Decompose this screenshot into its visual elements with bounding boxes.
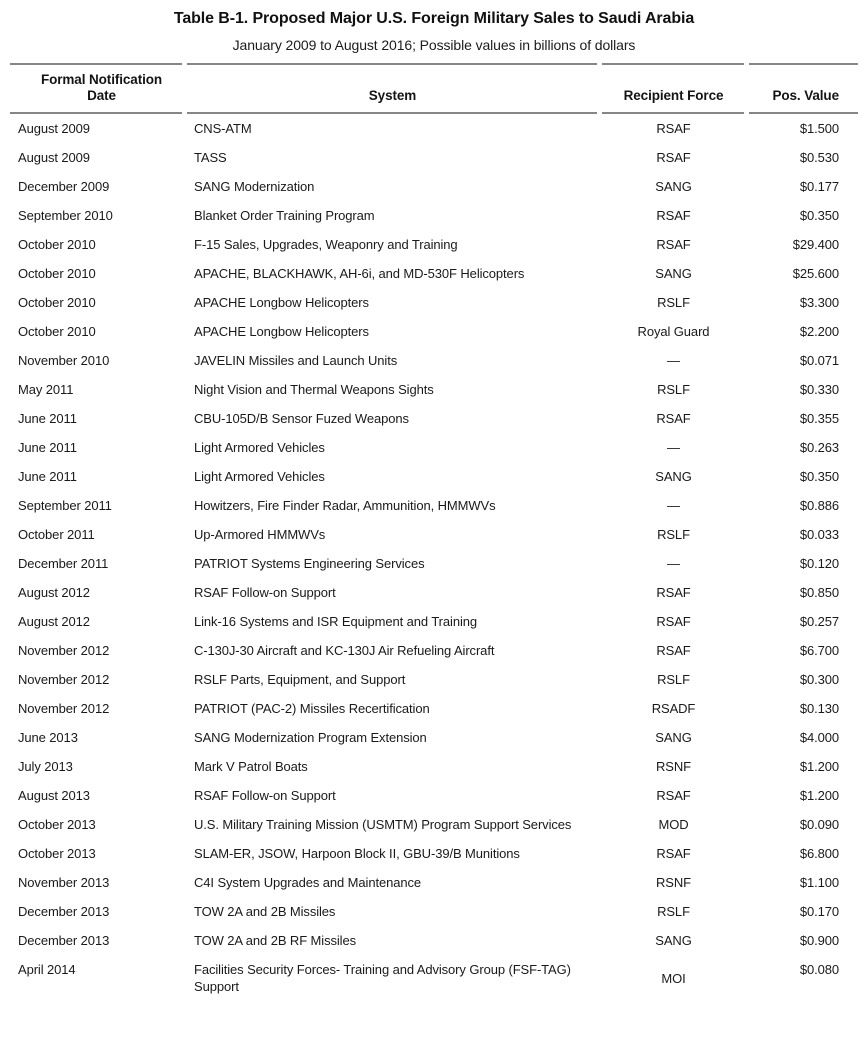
cell-notification-date: April 2014 [18,962,76,977]
cell-system: CNS-ATM [194,121,252,136]
cell-recipient-force: SANG [655,266,692,281]
table-row [10,897,858,926]
cell-notification-date: August 2012 [18,585,90,600]
cell-pos-value: $3.300 [799,295,839,310]
table-row [10,926,858,955]
cell-notification-date: October 2013 [18,846,96,861]
cell-pos-value: $0.350 [799,208,839,223]
cell-recipient-force: SANG [655,469,692,484]
cell-pos-value: $6.800 [799,846,839,861]
cell-system: RSLF Parts, Equipment, and Support [194,672,406,687]
cell-notification-date: October 2010 [18,237,96,252]
cell-pos-value: $25.600 [792,266,839,281]
column-header-date-line2: Date [87,88,116,103]
table-row [10,375,858,404]
cell-notification-date: December 2013 [18,933,110,948]
cell-pos-value: $0.900 [799,933,839,948]
cell-notification-date: October 2013 [18,817,96,832]
table-row [10,723,858,752]
cell-recipient-force: RSAF [656,237,691,252]
cell-system: RSAF Follow-on Support [194,585,336,600]
cell-recipient-force: — [667,556,680,571]
cell-recipient-force: RSAF [656,788,691,803]
cell-recipient-force: RSNF [656,759,691,774]
table-row [10,491,858,520]
cell-recipient-force: RSNF [656,875,691,890]
cell-system: Howitzers, Fire Finder Radar, Ammunition, HMMWVs [194,498,496,513]
cell-system: SANG Modernization Program Extension [194,730,427,745]
cell-pos-value: $0.330 [799,382,839,397]
cell-system: APACHE, BLACKHAWK, AH-6i, and MD-530F Helicopters [194,266,525,281]
cell-notification-date: November 2012 [18,672,110,687]
cell-pos-value: $0.530 [799,150,839,165]
cell-system: Blanket Order Training Program [194,208,375,223]
column-header-recipient-force: Recipient Force [623,88,724,103]
cell-recipient-force: RSLF [657,382,690,397]
table-row [10,578,858,607]
cell-recipient-force: — [667,440,680,455]
table-body [10,114,858,1001]
cell-notification-date: June 2011 [18,440,77,455]
cell-notification-date: December 2013 [18,904,110,919]
cell-recipient-force: — [667,498,680,513]
cell-pos-value: $0.850 [799,585,839,600]
cell-pos-value: $0.090 [799,817,839,832]
cell-pos-value: $0.263 [799,440,839,455]
cell-system: APACHE Longbow Helicopters [194,324,369,339]
cell-pos-value: $1.200 [799,759,839,774]
cell-notification-date: November 2012 [18,643,110,658]
cell-pos-value: $0.177 [799,179,839,194]
cell-notification-date: August 2009 [18,150,90,165]
cell-pos-value: $0.071 [799,353,839,368]
cell-notification-date: December 2009 [18,179,110,194]
rule-segment [10,63,182,65]
cell-notification-date: September 2011 [18,498,112,513]
cell-system: TASS [194,150,227,165]
cell-system: Mark V Patrol Boats [194,759,308,774]
cell-pos-value: $0.120 [799,556,839,571]
cell-system: APACHE Longbow Helicopters [194,295,369,310]
cell-notification-date: June 2011 [18,411,77,426]
cell-system: JAVELIN Missiles and Launch Units [194,353,398,368]
cell-notification-date: July 2013 [18,759,73,774]
table-row [10,810,858,839]
cell-pos-value: $29.400 [792,237,839,252]
column-header-system: System [368,88,417,103]
cell-system: Light Armored Vehicles [194,440,325,455]
cell-pos-value: $0.350 [799,469,839,484]
cell-system: U.S. Military Training Mission (USMTM) Program Support Services [194,817,572,832]
table-title: Table B-1. Proposed Major U.S. Foreign Military Sales to Saudi Arabia [173,10,695,27]
cell-system: Link-16 Systems and ISR Equipment and Training [194,614,478,629]
table-row [10,781,858,810]
table-row [10,607,858,636]
cell-pos-value: $0.170 [799,904,839,919]
cell-notification-date: November 2012 [18,701,110,716]
cell-system: Up-Armored HMMWVs [194,527,326,542]
table-top-rule [10,63,858,65]
cell-pos-value: $1.100 [799,875,839,890]
cell-recipient-force: MOD [658,817,689,832]
table-row [10,549,858,578]
cell-notification-date: June 2013 [18,730,78,745]
cell-pos-value: $6.700 [799,643,839,658]
cell-notification-date: October 2010 [18,295,96,310]
cell-recipient-force: SANG [655,730,692,745]
column-header-date-line1: Formal Notification [40,72,163,87]
rule-segment [602,112,744,114]
table-row [10,636,858,665]
cell-notification-date: June 2011 [18,469,77,484]
table-row [10,839,858,868]
cell-recipient-force: SANG [655,933,692,948]
cell-pos-value: $0.257 [799,614,839,629]
cell-recipient-force: RSAF [656,411,691,426]
cell-system: C-130J-30 Aircraft and KC-130J Air Refueling Aircraft [194,643,495,658]
cell-pos-value: $4.000 [799,730,839,745]
table-row [10,404,858,433]
rule-segment [602,63,744,65]
cell-system: PATRIOT (PAC-2) Missiles Recertification [194,701,430,716]
cell-recipient-force: RSAF [656,585,691,600]
table-row [10,665,858,694]
cell-system: F-15 Sales, Upgrades, Weaponry and Training [194,237,458,252]
table-row [10,288,858,317]
cell-recipient-force: RSADF [651,701,696,716]
cell-system: Facilities Security Forces- Training and Advisory Group (FSF-TAG) Support [194,962,571,994]
cell-notification-date: August 2012 [18,614,90,629]
cell-recipient-force: — [667,353,680,368]
cell-recipient-force: RSAF [656,208,691,223]
cell-recipient-force: RSLF [657,527,690,542]
cell-notification-date: September 2010 [18,208,113,223]
cell-system: RSAF Follow-on Support [194,788,336,803]
cell-notification-date: November 2013 [18,875,110,890]
cell-pos-value: $0.080 [799,962,839,977]
cell-system: CBU-105D/B Sensor Fuzed Weapons [194,411,409,426]
cell-pos-value: $1.200 [799,788,839,803]
cell-system: PATRIOT Systems Engineering Services [194,556,425,571]
cell-pos-value: $0.355 [799,411,839,426]
table-row [10,694,858,723]
table-row [10,868,858,897]
cell-recipient-force: RSAF [656,614,691,629]
column-header-pos-value: Pos. Value [772,88,839,103]
cell-pos-value: $2.200 [799,324,839,339]
cell-system: SANG Modernization [194,179,315,194]
cell-system: Night Vision and Thermal Weapons Sights [194,382,434,397]
table-row [10,143,858,172]
cell-pos-value: $0.300 [799,672,839,687]
cell-system: C4I System Upgrades and Maintenance [194,875,422,890]
table-row [10,172,858,201]
table-header-row [10,65,858,112]
table-row [10,346,858,375]
rule-segment [187,63,597,65]
table-row [10,752,858,781]
cell-pos-value: $0.033 [799,527,839,542]
table-row [10,114,858,143]
cell-recipient-force: MOI [661,970,686,986]
cell-recipient-force: RSAF [656,121,691,136]
cell-recipient-force: RSLF [657,672,690,687]
table-row [10,230,858,259]
table-row [10,259,858,288]
table-row [10,955,858,1001]
cell-recipient-force: RSLF [657,904,690,919]
cell-notification-date: October 2011 [18,527,95,542]
cell-notification-date: October 2010 [18,324,96,339]
cell-notification-date: May 2011 [18,382,74,397]
table-row [10,520,858,549]
table-row [10,433,858,462]
cell-pos-value: $1.500 [799,121,839,136]
cell-recipient-force: RSAF [656,643,691,658]
cell-system: TOW 2A and 2B Missiles [194,904,336,919]
cell-pos-value: $0.130 [799,701,839,716]
cell-system: Light Armored Vehicles [194,469,325,484]
table-row [10,462,858,491]
sales-table [10,63,858,1001]
cell-recipient-force: RSAF [656,846,691,861]
cell-notification-date: October 2010 [18,266,96,281]
cell-recipient-force: Royal Guard [637,324,710,339]
cell-notification-date: November 2010 [18,353,110,368]
table-subtitle: January 2009 to August 2016; Possible values in billions of dollars [232,37,636,53]
table-row [10,317,858,346]
rule-segment [749,63,858,65]
cell-recipient-force: RSLF [657,295,690,310]
cell-pos-value: $0.886 [799,498,839,513]
table-row [10,201,858,230]
cell-recipient-force: RSAF [656,150,691,165]
column-header-date [10,72,185,112]
cell-notification-date: August 2013 [18,788,90,803]
cell-notification-date: August 2009 [18,121,90,136]
cell-system: TOW 2A and 2B RF Missiles [194,933,356,948]
cell-notification-date: December 2011 [18,556,109,571]
cell-recipient-force: SANG [655,179,692,194]
cell-system: SLAM-ER, JSOW, Harpoon Block II, GBU-39/B Munitions [194,846,520,861]
